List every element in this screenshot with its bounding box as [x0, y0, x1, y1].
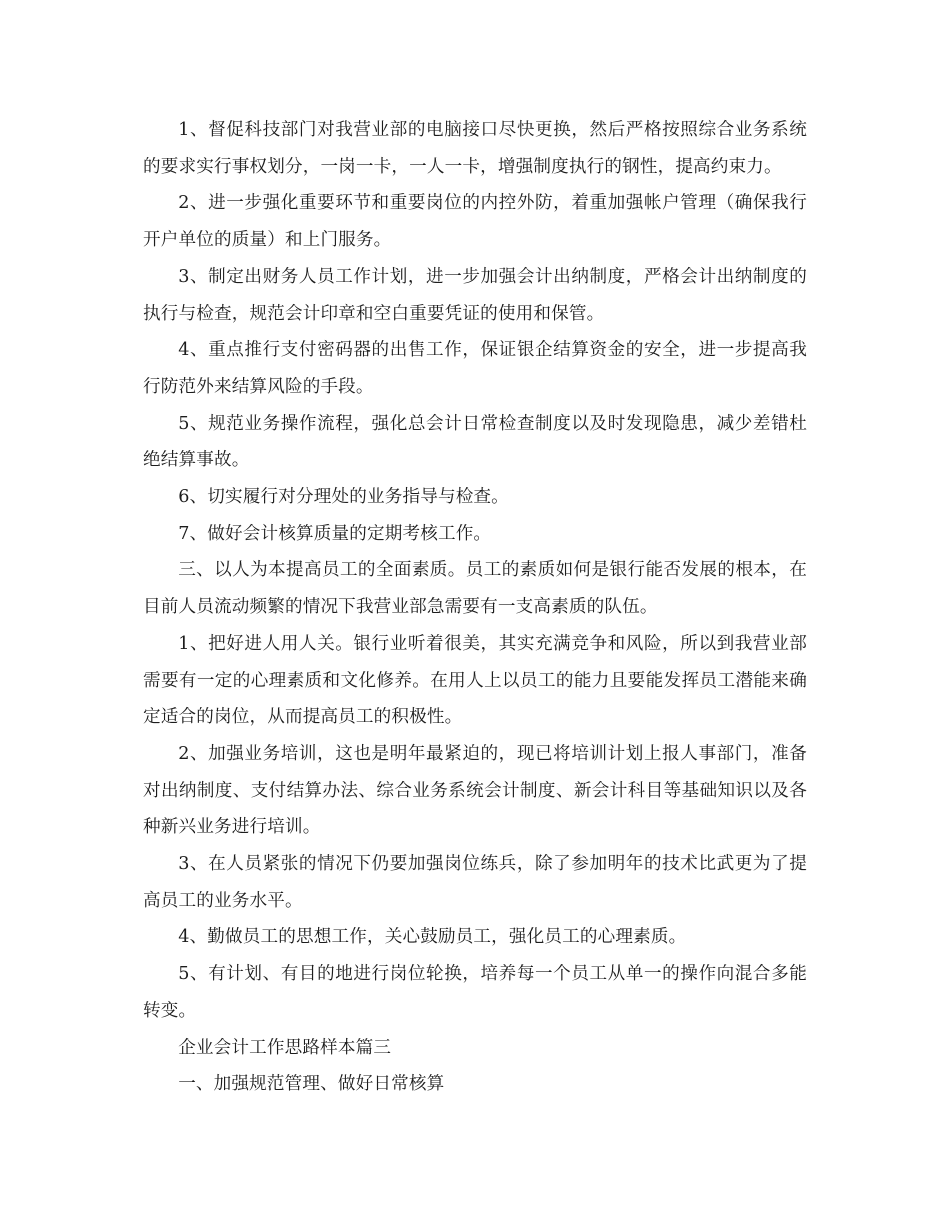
- document-body: [143, 112, 807, 1103]
- article-title: 企业会计工作思路样本篇三: [178, 1037, 392, 1058]
- paragraph-10: 3、在人员紧张的情况下仍要加强岗位练兵，除了参加明年的技术比武更为了提高员工的业务水平。: [143, 854, 807, 911]
- paragraph-4: 4、重点推行支付密码器的出售工作，保证银企结算资金的安全，进一步提高我行防范外来结算风险的手段。: [143, 340, 807, 397]
- paragraph-6: 6、切实履行对分理处的业务指导与检查。: [178, 487, 509, 508]
- paragraph-1: 1、督促科技部门对我营业部的电脑接口尽快更换，然后严格按照综合业务系统的要求实行事权划分，一岗一卡，一人一卡，增强制度执行的钢性，提高约束力。: [143, 120, 807, 177]
- paragraph-2: 2、进一步强化重要环节和重要岗位的内控外防，着重加强帐户管理（确保我行开户单位的质量）和上门服务。: [143, 193, 807, 251]
- section-heading-3: 三、以人为本提高员工的全面素质。员工的素质如何是银行能否发展的根本，在目前人员流动频繁的情况下我营业部急需要有一支高素质的队伍。: [143, 560, 807, 618]
- paragraph-8: 1、把好进人用人关。银行业听着很美，其实充满竞争和风险，所以到我营业部需要有一定的心理素质和文化修养。在用人上以员工的能力且要能发挥员工潜能来确定适合的岗位，从而提高员工的积极性。: [143, 633, 807, 728]
- paragraph-12: 5、有计划、有目的地进行岗位轮换，培养每一个员工从单一的操作向混合多能转变。: [143, 964, 807, 1021]
- section-heading-1: 一、加强规范管理、做好日常核算: [178, 1074, 445, 1095]
- paragraph-7: 7、做好会计核算质量的定期考核工作。: [178, 523, 492, 544]
- paragraph-5: 5、规范业务操作流程，强化总会计日常检查制度以及时发现隐患，减少差错杜绝结算事故。: [143, 413, 807, 471]
- paragraph-11: 4、勤做员工的思想工作，关心鼓励员工，强化员工的心理素质。: [178, 927, 687, 948]
- paragraph-9: 2、加强业务培训，这也是明年最紧迫的，现已将培训计划上报人事部门，准备对出纳制度、支付结算办法、综合业务系统会计制度、新会计科目等基础知识以及各种新兴业务进行培训。: [143, 743, 807, 838]
- paragraph-3: 3、制定出财务人员工作计划，进一步加强会计出纳制度，严格会计出纳制度的执行与检查，规范会计印章和空白重要凭证的使用和保管。: [143, 266, 807, 324]
